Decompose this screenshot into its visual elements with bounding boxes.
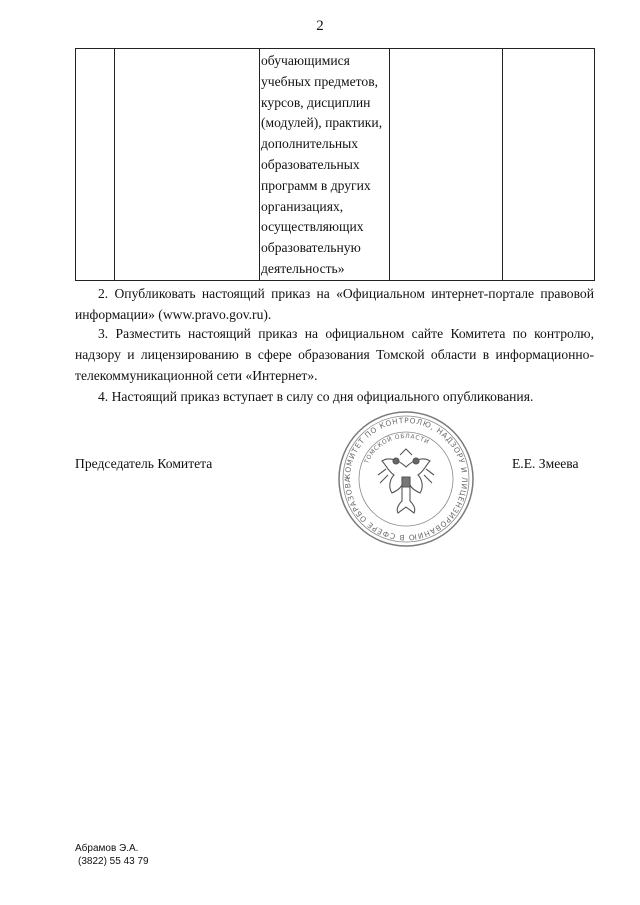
seal-graphic xyxy=(336,409,476,549)
table-cell-name xyxy=(115,49,260,281)
continuation-table xyxy=(75,48,595,281)
cell-line: образовательных xyxy=(261,156,360,172)
double-headed-eagle-icon xyxy=(378,449,434,513)
cell-line: курсов, дисциплин xyxy=(261,94,371,110)
cell-line: образовательную xyxy=(261,240,361,256)
paragraph-line: 4. Настоящий приказ вступает в силу со дня официального опубликования. xyxy=(98,389,534,404)
svg-text:КОМИТЕТ ПО КОНТРОЛЮ, НАДЗОРУ И xyxy=(336,409,469,542)
footer-phone: (3822) 55 43 79 xyxy=(78,856,149,867)
footer-author: Абрамов Э.А. xyxy=(75,843,139,854)
paragraph-website xyxy=(75,323,594,386)
seal-inner-text: ТОМСКОЙ ОБЛАСТИ xyxy=(363,432,431,465)
signatory-name: Е.Е. Змеева xyxy=(512,456,579,471)
paragraph-line: 3. Разместить настоящий приказ на официальном сайте Комитета по контролю, xyxy=(98,326,594,341)
cell-line: организациях, xyxy=(261,198,344,214)
table-cell-empty xyxy=(503,49,595,281)
page-number: 2 xyxy=(316,18,324,34)
cell-line: программ в других xyxy=(261,177,371,193)
paragraph-effective xyxy=(75,386,594,407)
cell-line: осуществляющих xyxy=(261,219,364,235)
table-cell-number xyxy=(76,49,115,281)
seal-outer-text: КОМИТЕТ ПО КОНТРОЛЮ, НАДЗОРУ И ЛИЦЕНЗИРОВАНИЮ В СФЕРЕ ОБРАЗОВА xyxy=(342,415,470,543)
cell-line: деятельность» xyxy=(261,260,345,276)
paragraph-line: 2. Опубликовать настоящий приказ на «Официальном интернет-портале правовой xyxy=(98,286,594,301)
table-cell-empty xyxy=(390,49,503,281)
cell-line: (модулей), практики, xyxy=(261,115,383,131)
paragraph-line: телекоммуникационной сети «Интернет». xyxy=(75,368,318,383)
footer-contact xyxy=(75,842,149,868)
paragraph-line: надзору и лицензированию в сфере образования Томской области в информационно- xyxy=(75,347,594,362)
cell-line: обучающимися xyxy=(261,53,350,68)
cell-line: дополнительных xyxy=(261,136,359,152)
signatory-title: Председатель Комитета xyxy=(75,456,213,471)
official-seal xyxy=(336,409,476,549)
cell-line: учебных предметов, xyxy=(261,73,379,89)
paragraph-line: информации» (www.pravo.gov.ru). xyxy=(75,307,272,322)
paragraph-publish xyxy=(75,283,594,325)
table-cell-text xyxy=(260,49,390,281)
